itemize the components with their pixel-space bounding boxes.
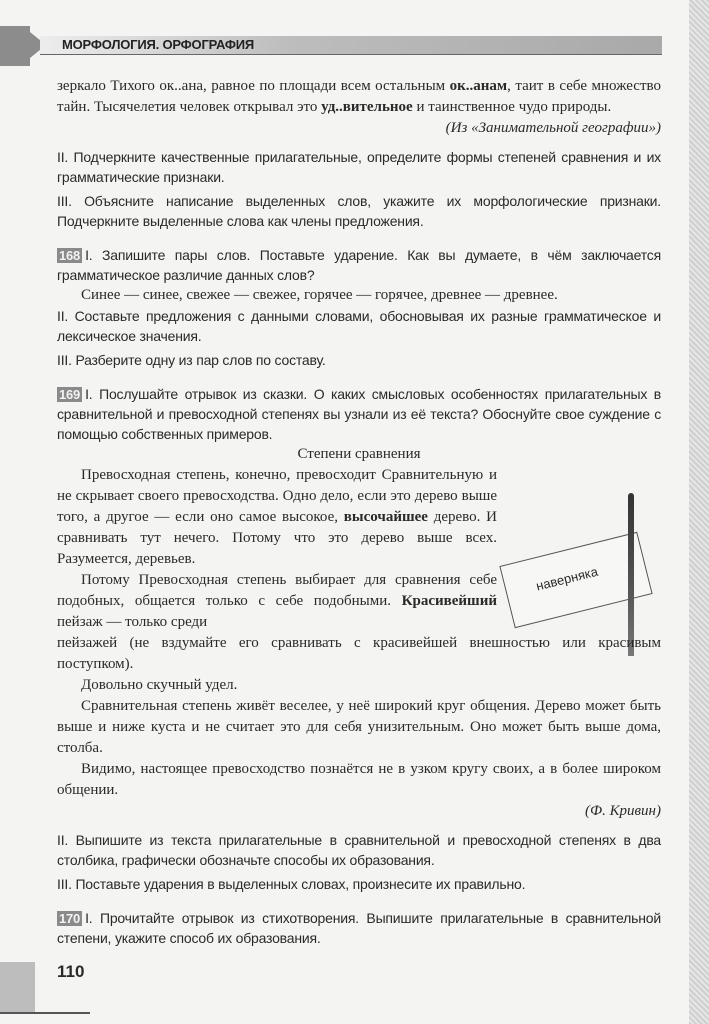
story-p1: [57, 465, 497, 570]
ex167-source: (Из «Занимательной географии»): [445, 120, 661, 136]
ex168-task1: [57, 245, 661, 285]
bold-word: Красивейший: [401, 593, 497, 609]
text: дерево. И сравнивать тут нечего. Потому что это дерево выше всех. Разумеется, деревьев.: [57, 509, 498, 567]
ex167-task3: III. Объясните написание выделенных слов, укажите их морфологические признаки. Подчеркните выделенные слова как члены предложения.: [57, 193, 661, 229]
footer-rule: [0, 1012, 90, 1014]
task-text: I. Послушайте отрывок из сказки. О каких смысловых особенностях прилагательных в сравнительной и превосходной степенях вы узнали из её текста? Обоснуйте свое суждение с помощью собственных примеров.: [57, 386, 661, 442]
exercise-number: 168: [59, 248, 81, 263]
ex168-task3: III. Разберите одну из пар слов по составу.: [57, 352, 326, 368]
text: Потому Превосходная степень выбирает для сравнения себе подобных, общается только с себе подобными.: [57, 572, 497, 609]
ex169-task1: [57, 384, 661, 444]
bold-word: уд..вительное: [321, 99, 413, 115]
ex167-task2: II. Подчеркните качественные прилагательные, определите формы степеней сравнения и их грамматические признаки.: [57, 149, 661, 185]
ex170-task1: [57, 908, 661, 948]
story-p2: [57, 570, 497, 633]
footer-corner: [0, 962, 35, 1012]
text: зеркало Тихого ок..ана, равное по площади всем остальным: [57, 78, 450, 94]
story-p5: Видимо, настоящее превосходство познаётся не в узком кругу своих, а в более широком общении.: [57, 761, 661, 798]
story-source: (Ф. Кривин): [585, 803, 661, 819]
bold-word: ок..анам: [449, 78, 508, 94]
story-p3: Довольно скучный удел.: [81, 677, 238, 693]
story-p2-cont: пейзажей (не вздумайте его сравнивать с красивейшей внешностью или красивым поступком).: [57, 635, 661, 672]
story-p4: Сравнительная степень живёт веселее, у неё широкий круг общения. Дерево может быть выше и ниже куста и не считает это для себя унизительным. Оно может быть выше дома, столба.: [57, 698, 661, 756]
task-text: I. Запишите пары слов. Поставьте ударение. Как вы думаете, в чём заключается грамматическое различие данных слов?: [57, 247, 661, 283]
ex167-text: [57, 76, 661, 118]
page-number: 110: [57, 962, 85, 981]
section-title: МОРФОЛОГИЯ. ОРФОГРАФИЯ: [62, 37, 255, 52]
text: , таит в себе множество тайн. Тысячелетия человек открывал это: [57, 78, 662, 115]
ex169-task2: II. Выпишите из текста прилагательные в сравнительной и превосходной степенях в два столбика, графически обозначьте способы их образования.: [57, 832, 661, 868]
exercise-number: 169: [59, 387, 81, 402]
ex169-task3: III. Поставьте ударения в выделенных словах, произнесите их правильно.: [57, 876, 526, 892]
text: и таинственное чудо природы.: [412, 99, 612, 115]
header-tab: [0, 26, 30, 66]
ex168-task2: II. Составьте предложения с данными словами, обосновывая их разные грамматическое и лексическое значения.: [57, 308, 661, 344]
text: пейзаж — только среди: [57, 614, 208, 630]
exercise-number: 170: [59, 911, 81, 926]
note-text: наверняка: [534, 563, 600, 594]
ex168-words: Синее — синее, свежее — свежее, горячее — горячее, древнее — древнее.: [81, 287, 558, 303]
page-content: [57, 76, 661, 982]
text: Превосходная степень, конечно, превосходит Сравнительную и не скрывает своего превосходства. Одно дело, если это дерево выше того, а другое — если оно самое высокое,: [57, 467, 497, 525]
task-text: I. Прочитайте отрывок из стихотворения. Выпишите прилагательные в сравнительной степени, укажите способ их образования.: [57, 910, 661, 946]
story-title: Степени сравнения: [297, 446, 421, 462]
section-header: [0, 34, 662, 56]
bold-word: высочайшее: [343, 509, 428, 525]
page-edge: [689, 0, 709, 1024]
